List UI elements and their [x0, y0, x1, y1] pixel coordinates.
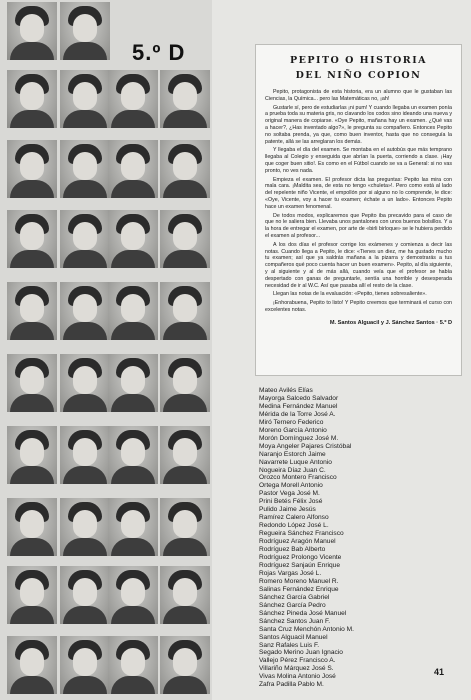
roster-item: Sanz Rafales Luis F.: [259, 641, 320, 649]
student-portrait: [7, 140, 57, 198]
student-photo-grid: [0, 0, 212, 700]
student-portrait: [7, 354, 57, 412]
student-portrait: [108, 70, 158, 128]
student-portrait: [160, 70, 210, 128]
story-paragraph: ¡Enhorabuena, Pepito to listo! Y Pepito creemos que terminará el curso con excelentes notas.: [265, 300, 452, 313]
roster-item: Rodríguez Aragón Manuel: [259, 538, 336, 546]
roster-item: Vallejo Pérez Francisco A.: [259, 657, 336, 665]
student-portrait: [160, 210, 210, 268]
student-portrait: [160, 636, 210, 694]
class-title: 5.º D: [132, 40, 186, 65]
story-title-line-1: PEPITO O HISTORIA: [289, 55, 428, 66]
roster-item: Rodríguez Prolongo Vicente: [259, 554, 342, 562]
story-paragraph: Llegan las notas de la evaluación: «Pepito, tienes sobresaliente».: [273, 291, 427, 298]
roster-item: Rodríguez Bab Alberto: [259, 546, 326, 554]
student-portrait: [108, 210, 158, 268]
student-portrait: [108, 282, 158, 340]
student-portrait: [60, 426, 110, 484]
student-portrait: [60, 566, 110, 624]
student-portrait: [108, 140, 158, 198]
student-portrait: [160, 354, 210, 412]
story-paragraph: Gustarle sí, pero de estudiarlas ¡ni pum! Y cuando llegaba un examen ponía a prueba toda su materia gris, no clavando los codos sino ideando una nueva y original manera de copiarse. «Oye Pepito, mañana hay un examen. ¿Qué vas a hacer?, ¿Has inventado algo?», le pregunta su compañero. Entonces Pepito no soltaba prenda, ya que, como buen inventor, hasta que no conseguía la patente, allá se las arreglaran los demás.: [265, 104, 452, 145]
roster-item: Romero Moreno Manuel R.: [259, 577, 339, 585]
roster-item: Ramírez Calero Alfonso: [259, 514, 329, 522]
roster-item: Naranjo Estorch Jaime: [259, 450, 326, 458]
roster-item: Rodríguez Sanjaún Enrique: [259, 561, 341, 569]
roster-item: Salinas Fernández Enrique: [259, 585, 339, 593]
student-portrait: [60, 210, 110, 268]
roster-item: Segado Merino Juan Ignacio: [259, 649, 343, 657]
student-portrait: [7, 566, 57, 624]
story-paragraph: A los dos días el profesor corrige los exámenes y comienza a decir las notas. Cuando llega a Pepito, le dice: «Tienes un diez, me ha gustado mucho tu examen; así que ya saldrás mañana a la pizarra y demostrarás a tus compañeros qué poco cuenta hacer un buen examen». Pepito, al día siguiente, y al siguiente y al de más allá, cuando veía que el profesor se había despertado con ganas de preguntarle, sentía una horrible y desesperada necesidad de ir al W.C. Así que pasaba allí el resto de la clase.: [265, 241, 452, 289]
roster-item: Morón Domínguez José M.: [259, 434, 339, 442]
roster-item: Santos Alguacil Manuel: [259, 633, 328, 641]
roster-item: Redondo López José L.: [259, 522, 329, 530]
roster-item: Sánchez Santos Juan F.: [259, 617, 331, 625]
student-portrait: [160, 282, 210, 340]
roster-item: Vivas Molina Antonio José: [259, 673, 336, 681]
student-portrait: [7, 282, 57, 340]
story-paragraph: Y llegaba el día del examen. Se montaba en el autobús que más temprano llegaba al Colegio y enseguida que abrían la puerta, corriendo a clase. ¡Hay que coger buen sitio!. Es como en el Fútbol cuando se va a General: si no vas pronto, no ves nada.: [265, 147, 452, 174]
roster-item: Mayorga Salcedo Salvador: [259, 394, 339, 402]
student-portrait: [160, 498, 210, 556]
story-title: [265, 53, 452, 83]
roster-item: Sánchez García Pedro: [259, 601, 326, 609]
roster-item: Zafra Padilla Pablo M.: [259, 681, 324, 689]
student-portrait: [108, 354, 158, 412]
student-portrait: [108, 498, 158, 556]
roster-item: Orozco Montero Francisco: [259, 474, 337, 482]
roster-item: Medina Fernández Manuel: [259, 402, 338, 410]
student-portrait: [60, 2, 110, 60]
roster-item: Navarrete Luque Antonio: [259, 458, 332, 466]
roster-item: Miró Ternero Federico: [259, 418, 324, 426]
roster-item: Prini Betés Félix José: [259, 498, 323, 506]
student-portrait: [7, 2, 57, 60]
student-portrait: [7, 426, 57, 484]
roster-item: Pastor Vega José M.: [259, 490, 320, 498]
student-portrait: [160, 140, 210, 198]
student-portrait: [60, 70, 110, 128]
roster-item: Mérida de la Torre José A.: [259, 410, 336, 418]
student-portrait: [108, 566, 158, 624]
story-paragraph: De todos modos, explicaremos que Pepito iba precavido para el caso de que no le saliera bien. Llevaba unos pantalones con unos buenos bolsillos. Y a la hora de entregar el examen, por arte de «birli birloque» se le hubiera perdido el examen al profesor...: [265, 212, 452, 239]
roster-item: Santa Cruz Menchón Antonio M.: [259, 625, 354, 633]
roster-item: Moreno García Antonio: [259, 426, 327, 434]
roster-item: Nogueira Díaz Juan C.: [259, 466, 326, 474]
student-portrait: [160, 566, 210, 624]
student-portrait: [7, 70, 57, 128]
student-portrait: [60, 282, 110, 340]
roster-item: Sánchez Pineda José Manuel: [259, 609, 347, 617]
roster-item: Regueira Sánchez Francisco: [259, 530, 344, 538]
student-portrait: [160, 426, 210, 484]
student-portrait: [60, 498, 110, 556]
story-title-line-2: DEL NIÑO COPION: [295, 70, 422, 81]
student-portrait: [108, 426, 158, 484]
student-portrait: [7, 498, 57, 556]
student-roster: [259, 387, 354, 689]
roster-item: Rojas Vargas José L.: [259, 569, 322, 577]
student-portrait: [7, 636, 57, 694]
roster-item: Sánchez García Gabriel: [259, 593, 330, 601]
student-portrait: [108, 636, 158, 694]
story-signature: M. Santos Alguacil y J. Sánchez Santos · 5.º D: [329, 319, 452, 326]
story-box: [255, 44, 462, 376]
roster-item: Moya Angeler Pajares Cristóbal: [259, 442, 352, 450]
roster-item: Pulido Jaime Jesús: [259, 506, 316, 514]
student-portrait: [60, 636, 110, 694]
roster-item: Villariño Márquez José S.: [259, 665, 334, 673]
student-portrait: [60, 354, 110, 412]
story-paragraph: Empieza el examen. El profesor dicta las preguntas: Pepito las mira con mala cara. ¡Maldita sea, de esta no tengo «chuleta»!. Pero como está al lado del repelente niño Vicente, el empollón por si alguno no lo comprende, le dice: «Oye, Vicente, voy a hacer tu examen; échate a un lado». Entonces Pepito hace un examen fenomenal.: [265, 176, 452, 210]
student-portrait: [60, 140, 110, 198]
page-number: 41: [434, 667, 445, 677]
roster-item: Mateo Avilés Elías: [259, 387, 313, 394]
story-paragraph: Pepito, protagonista de esta historia, era un alumno que le gustaban las Ciencias, la Química... pero las Matemáticas no, ¡ah!: [265, 89, 452, 102]
roster-item: Ortega Morell Antonio: [259, 482, 323, 490]
student-portrait: [7, 210, 57, 268]
